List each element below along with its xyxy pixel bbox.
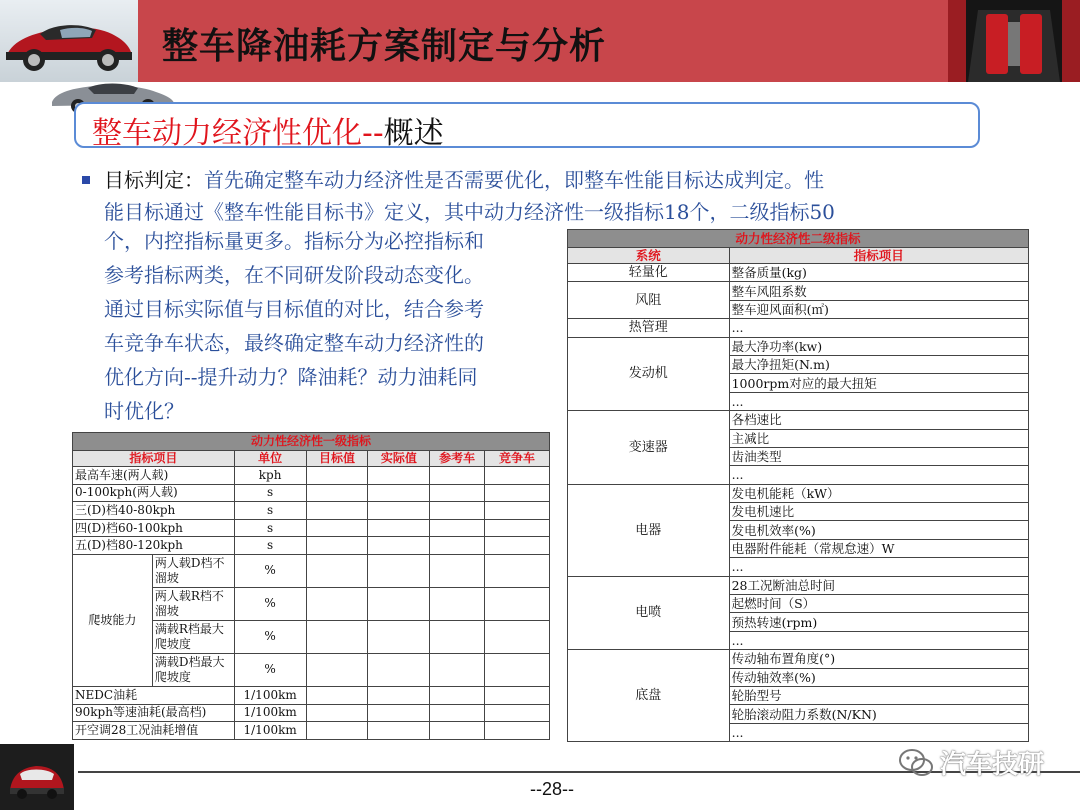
section-heading-box bbox=[74, 102, 980, 151]
body-line-4: 参考指标两类，在不同研发阶段动态变化。 bbox=[104, 263, 484, 287]
wechat-icon bbox=[898, 748, 934, 778]
table-row: 整车迎风面积(㎡) bbox=[568, 300, 1029, 318]
table-row: 0-100kph(两人载) s bbox=[73, 484, 550, 502]
climb-group-label: 爬坡能力 bbox=[73, 554, 153, 686]
table-row: 爬坡能力 两人载D档不溜坡 % bbox=[73, 554, 550, 587]
header-banner bbox=[0, 0, 1080, 82]
table1-caption: 动力性经济性一级指标 bbox=[73, 433, 550, 451]
table-row: ... bbox=[568, 558, 1029, 576]
table-row: 五(D)档80-120kph s bbox=[73, 537, 550, 555]
mini-car-image bbox=[0, 744, 74, 810]
table-row: ... bbox=[568, 723, 1029, 741]
section-title-main: 整车动力经济性优化-- bbox=[92, 116, 384, 151]
table-row: 电器 发电机能耗（kW） bbox=[568, 484, 1029, 502]
body-lead: 目标判定： bbox=[104, 168, 204, 192]
table-row: 发电机效率(%) bbox=[568, 521, 1029, 539]
body-line-8: 时优化？ bbox=[104, 399, 184, 423]
table-row: 电喷 28工况断油总时间 bbox=[568, 576, 1029, 594]
table-row: 传动轴效率(%) bbox=[568, 668, 1029, 686]
table-row: 三(D)档40-80kph s bbox=[73, 502, 550, 520]
body-line-1: 目标判定：首先确定整车动力经济性是否需要优化，即整车性能目标达成判定。性 bbox=[104, 168, 824, 192]
body-line-5: 通过目标实际值与目标值的对比，结合参考 bbox=[104, 297, 484, 321]
car-image-left bbox=[0, 0, 138, 82]
section-title-sub: 概述 bbox=[383, 116, 444, 151]
table-row: 底盘 传动轴布置角度(°) bbox=[568, 650, 1029, 668]
table-row: NEDC油耗 1/100km bbox=[73, 686, 550, 704]
table-row: 齿油类型 bbox=[568, 447, 1029, 465]
table-row: 轮胎滚动阻力系数(N/KN) bbox=[568, 705, 1029, 723]
table-row: ... bbox=[568, 466, 1029, 484]
body-line-3: 个，内控指标量更多。指标分为必控指标和 bbox=[104, 229, 484, 253]
table-row: 起燃时间（S） bbox=[568, 595, 1029, 613]
table-row: 最大净扭矩(N.m) bbox=[568, 355, 1029, 373]
engine-image-right bbox=[948, 0, 1080, 82]
body-line-6: 车竞争车状态，最终确定整车动力经济性的 bbox=[104, 331, 484, 355]
table-row: 两人载R档不溜坡 % bbox=[73, 587, 550, 620]
table-row: 1000rpm对应的最大扭矩 bbox=[568, 374, 1029, 392]
table-row: ... bbox=[568, 631, 1029, 649]
table-row: 四(D)档60-100kph s bbox=[73, 519, 550, 537]
table-row: 开空调28工况油耗增值 1/100km bbox=[73, 722, 550, 740]
table-row: 轮胎型号 bbox=[568, 686, 1029, 704]
page-number: --28-- bbox=[530, 779, 574, 799]
body-line-2: 能目标通过《整车性能目标书》定义，其中动力经济性一级指标18个，二级指标50 bbox=[104, 200, 835, 224]
table-row: ... bbox=[568, 392, 1029, 410]
table2-caption: 动力性经济性二级指标 bbox=[568, 230, 1029, 248]
table-row: 发动机 最大净功率(kw) bbox=[568, 337, 1029, 355]
table-row: 满载R档最大爬坡度 % bbox=[73, 620, 550, 653]
table-row: 满载D档最大爬坡度 % bbox=[73, 653, 550, 686]
table-row: 90kph等速油耗(最高档) 1/100km bbox=[73, 704, 550, 722]
table-level2-indicators bbox=[567, 229, 1029, 742]
table2-header-row: 系统 指标项目 bbox=[568, 248, 1029, 264]
table1-header-row: 指标项目 单位 目标值 实际值 参考车 竞争车 bbox=[73, 451, 550, 467]
watermark bbox=[898, 744, 1044, 781]
bullet-marker bbox=[82, 176, 90, 184]
watermark-text: 汽车技研 bbox=[940, 750, 1045, 780]
table-row: 风阻 整车风阻系数 bbox=[568, 282, 1029, 300]
table-row: 轻量化 整备质量(kg) bbox=[568, 264, 1029, 282]
table-row: 变速器 各档速比 bbox=[568, 411, 1029, 429]
table-row: 电器附件能耗（常规怠速）W bbox=[568, 539, 1029, 557]
table-row: 最高车速(两人载) kph bbox=[73, 467, 550, 485]
page-title: 整车降油耗方案制定与分析 bbox=[162, 26, 607, 67]
table-row: 预热转速(rpm) bbox=[568, 613, 1029, 631]
table-row: 主减比 bbox=[568, 429, 1029, 447]
table-level1-indicators bbox=[72, 432, 550, 740]
table-row: 热管理 ... bbox=[568, 319, 1029, 337]
body-line-7: 优化方向--提升动力？降油耗？动力油耗同 bbox=[104, 365, 478, 389]
table-row: 发电机速比 bbox=[568, 503, 1029, 521]
section-title bbox=[92, 108, 444, 152]
